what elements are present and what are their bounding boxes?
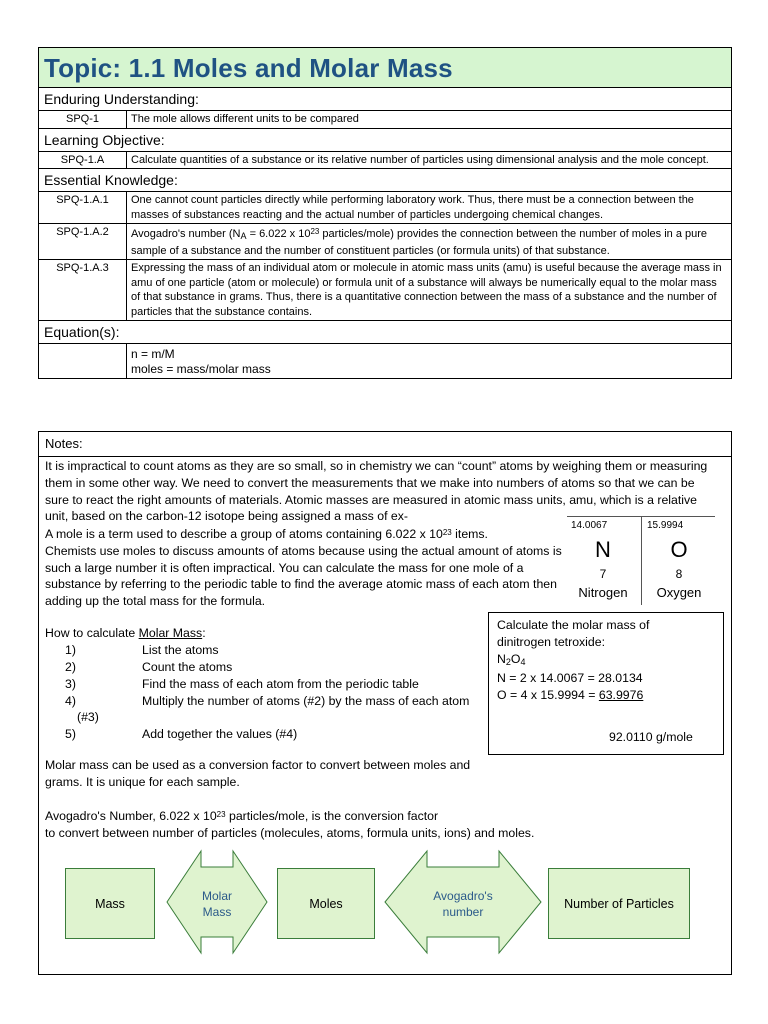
objective-code: SPQ-1.A xyxy=(39,152,127,169)
notes-box: Notes: It is impractical to count atoms as they are so small, so in chemistry we can “count” atoms by weighing them or measuring them in some other way. We need to convert the measurements that we make into numbers of atoms so that we can be sure to react the right amounts of materials. Atomic masses are measured in atomic mass units, amu, which is a relative unit, based on the carbon-12 isotope being assigned a mass of ex- A mole is a term used to describe a group of atoms containing 6.022 x $10^{23}$ items. Chemists use moles to discuss amounts of atoms because using the actual amount of atoms is such a large number it is often impractical. You can calculate the mass for one mole of a substance by referring to the periodic table to find the average atomic mass of each atom then adding up the total mass for the formula. 14.0067 N 7 Nitrogen 15.9994 O 8 Oxygen How to calculate Molar Mass: 1) List the atoms 2) Count the atoms 3) Find the mass of each atom from the periodic table 4) Multiply the number of atoms (#2) by the mass of each atom (#3) 5) Add together the values (#4) Calculate the molar mass of dinitrogen tetroxide: $N_2O_4$ N = 2 x 14.0067 = 28.0134 O = 4 x 15.9994 = 63.9976 92.0110 g/mole Molar mass can be used as a conversion factor to convert between moles and grams. It is unique for each sample. Avogadro's Number, 6.022 x $10^{23}$ particles/mole, is the conversion factor to convert between number of particles (molecules, atoms, formula units, ions) and moles. Mass Molar Mass Moles Avogadro's number Number of Particles xyxy=(38,431,732,975)
equation-row xyxy=(39,344,731,378)
element-oxygen: 15.9994 O 8 Oxygen xyxy=(647,520,702,600)
objective-label: Learning Objective: xyxy=(39,129,731,152)
element-nitrogen: 14.0067 N 7 Nitrogen xyxy=(571,520,628,600)
periodic-table-snippet xyxy=(567,516,715,605)
knowledge-label: Essential Knowledge: xyxy=(39,169,731,192)
notes-label: Notes: xyxy=(39,432,731,457)
knowledge-row xyxy=(39,192,731,224)
knowledge-text: Expressing the mass of an individual atom or molecule in atomic mass units (amu) is useful because the average mass in amu of one particle (atom or molecule) or formula unit of a substance will always be numerically equal to the molar mass of that substance in grams. Thus, there is a quantitative connection between the mass of a substance and the number of particles that the substance contains. xyxy=(131,262,722,318)
notes-molar-mass-conversion: Molar mass can be used as a conversion factor to convert between moles and grams. It is unique for each sample. xyxy=(45,758,471,789)
enduring-text: The mole allows different units to be compared xyxy=(131,113,359,125)
topic-table xyxy=(38,47,732,379)
flow-particles-box: Number of Particles xyxy=(548,868,690,939)
knowledge-text: Avogadro's number ($N_A = 6.022$ x $10^{23}$ particles/mole) provides the connection between the number of moles in a pure sample of a substance and the number of constituent particles (or formula units) of that substance. xyxy=(131,227,708,257)
example-o-calc: O = 4 x 15.9994 = 63.9976 xyxy=(497,688,644,703)
equation-2: moles = mass/molar mass xyxy=(131,362,271,376)
knowledge-code: SPQ-1.A.1 xyxy=(39,192,127,223)
flow-avogadro-label: Avogadro's number xyxy=(433,889,493,919)
equation-1: n = m/M xyxy=(131,347,175,361)
example-n-calc: N = 2 x 14.0067 = 28.0134 xyxy=(497,671,643,686)
objective-text: Calculate quantities of a substance or its relative number of particles using dimensional analysis and the mole concept. xyxy=(131,153,709,166)
notes-mole-explanation: Chemists use moles to discuss amounts of atoms because using the actual amount of atoms is such a large number it is often impractical. You can calculate the mass for one mole of a substance by referring to the periodic table to find the average atomic mass of each atom then adding up the total mass for the formula. xyxy=(45,543,562,609)
objective-row xyxy=(39,152,731,170)
notes-mole-definition: A mole is a term used to describe a group of atoms containing 6.022 x $10^{23}$ items. Chemists use moles to discuss amounts of atoms because using the actual amount of atoms is such a large number it is often impractical. You can calculate the mass for one mole of a substance by referring to the periodic table to find the average atomic mass of each atom then adding up the total mass for the formula. xyxy=(45,527,562,609)
equation-code xyxy=(39,344,127,378)
knowledge-code: SPQ-1.A.3 xyxy=(39,260,127,320)
knowledge-code: SPQ-1.A.2 xyxy=(39,224,127,259)
notes-avogadro-conversion: Avogadro's Number, 6.022 x $10^{23}$ particles/mole, is the conversion factor to convert between number of particles (molecules, atoms, formula units, ions) and moles. xyxy=(45,809,535,840)
topic-title-row xyxy=(39,48,731,88)
equation-label: Equation(s): xyxy=(39,321,731,344)
enduring-label: Enduring Understanding: xyxy=(39,88,731,111)
knowledge-row xyxy=(39,224,731,260)
example-formula: $N_2O_4$ xyxy=(497,651,526,667)
howto-heading: How to calculate Molar Mass: xyxy=(45,626,206,640)
flow-mass-box: Mass xyxy=(65,868,155,939)
page-title: Topic: 1.1 Moles and Molar Mass xyxy=(44,53,453,83)
example-total: 92.0110 g/mole xyxy=(609,730,693,744)
enduring-code: SPQ-1 xyxy=(39,111,127,128)
example-box: Calculate the molar mass of dinitrogen tetroxide: $N_2O_4$ N = 2 x 14.0067 = 28.0134 O = 4 x 15.9994 = 63.9976 92.0110 g/mole xyxy=(488,612,724,755)
enduring-row xyxy=(39,111,731,129)
equation-text xyxy=(127,344,731,378)
flow-molar-mass-label: Molar Mass xyxy=(201,889,232,919)
knowledge-text: One cannot count particles directly while performing laboratory work. Thus, there must be a connection between the masses of substances reacting and the actual number of particles undergoing chemical changes. xyxy=(131,194,694,221)
notes-intro: It is impractical to count atoms as they are so small, so in chemistry we can “count” atoms by weighing them or measuring them in some other way. We need to convert the measurements that we make into numbers of atoms so that we can be sure to react the right amounts of materials. Atomic masses are measured in atomic mass units, amu, which is a relative unit, based on the carbon-12 isotope being assigned a mass of ex- xyxy=(45,459,708,524)
knowledge-row xyxy=(39,260,731,321)
flow-moles-box: Moles xyxy=(277,868,375,939)
